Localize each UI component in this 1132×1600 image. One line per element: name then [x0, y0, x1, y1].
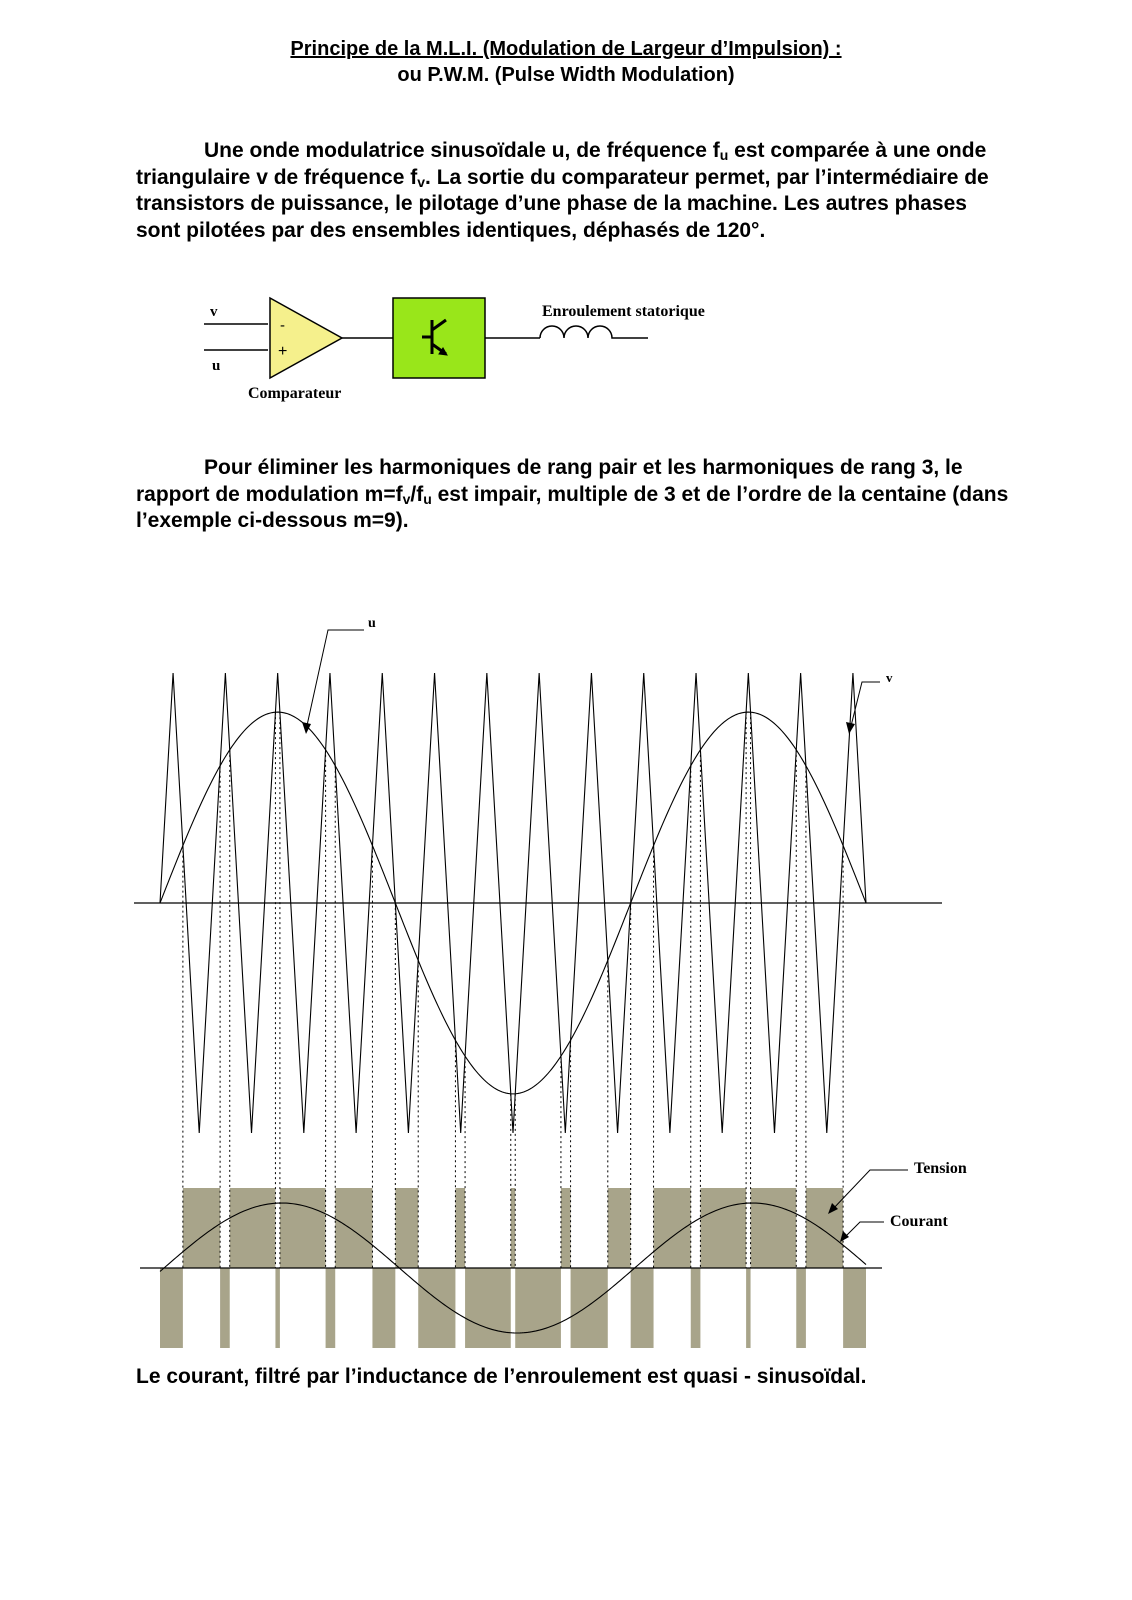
title-line-2: ou P.W.M. (Pulse Width Modulation): [397, 64, 735, 86]
label-tension: Tension: [914, 1160, 967, 1177]
comparator-minus: -: [280, 317, 285, 334]
comparator-plus: +: [278, 343, 288, 360]
pwm-pulse-positive: [280, 1188, 326, 1268]
label-courant: Courant: [890, 1213, 948, 1230]
pwm-pulse-positive: [395, 1188, 418, 1268]
pwm-pulse-positive: [751, 1188, 797, 1268]
pwm-pulse-positive: [511, 1188, 515, 1268]
transistor-block: [393, 298, 485, 378]
pwm-pulse-negative: [571, 1268, 608, 1348]
pwm-pulse-positive: [608, 1188, 631, 1268]
title-line-1: Principe de la M.L.I. (Modulation de Largeur d’Impulsion) :: [290, 38, 842, 60]
pwm-pulse-negative: [691, 1268, 701, 1348]
harmonics-paragraph: [136, 455, 1016, 535]
pwm-pulse-positive: [230, 1188, 276, 1268]
block-diagram: [204, 298, 705, 402]
input-v-label: v: [210, 304, 218, 320]
pwm-pulse-negative: [220, 1268, 230, 1348]
arrow-u-head: [302, 722, 311, 734]
projection-lines: [183, 712, 843, 1268]
pwm-pulse-negative: [160, 1268, 183, 1348]
para2-text-3: est impair, multiple de 3 et de l’ordre de la centaine (dans l’exemple ci-dessous m=9).: [136, 482, 1009, 532]
comparator-triangle: [270, 298, 342, 378]
pwm-waveform: [134, 616, 967, 1348]
pwm-pulse-negative: [515, 1268, 561, 1348]
pwm-pulse-positive: [806, 1188, 843, 1268]
comparator-label: Comparateur: [248, 385, 342, 402]
pwm-pulse-negative: [326, 1268, 336, 1348]
para1-sub-1: u: [719, 147, 729, 163]
arrow-v-head: [846, 722, 855, 734]
para2-sub-1: v: [402, 490, 411, 507]
conclusion-text: Le courant, filtré par l’inductance de l’enroulement est quasi - sinusoïdal.: [136, 1365, 867, 1388]
label-v: v: [886, 670, 893, 685]
para2-text-1: Pour éliminer les harmoniques de rang pair et les harmoniques de rang 3, le rapport de modulation m=f: [136, 456, 963, 506]
para1-text-3: . La sortie du comparateur permet, par l’intermédiaire de transistors de puissance, le pilotage d’une phase de la machine. Les autres phases sont pilotées par des ensembles identiques, déphasés de 120°.: [136, 165, 989, 242]
input-u-label: u: [212, 358, 221, 374]
pwm-pulse-negative: [746, 1268, 750, 1348]
pwm-pulse-negative: [372, 1268, 395, 1348]
para1-text-1: Une onde modulatrice sinusoïdale u, de fréquence f: [204, 139, 720, 162]
label-u: u: [368, 616, 376, 631]
pwm-pulse-positive: [455, 1188, 465, 1268]
winding-label: Enroulement statorique: [542, 303, 705, 320]
pwm-pulse-positive: [561, 1188, 571, 1268]
winding-coil: [540, 326, 648, 338]
pwm-pulse-negative: [275, 1268, 279, 1348]
pwm-pulse-positive: [700, 1188, 746, 1268]
arrow-u: [306, 630, 364, 730]
pwm-pulse-negative: [465, 1268, 511, 1348]
pwm-pulse-positive: [335, 1188, 372, 1268]
para1-text-2: est comparée à une onde triangulaire v de fréquence f: [136, 139, 987, 189]
para1-sub-2: v: [417, 173, 426, 190]
para2-text-2: /f: [410, 482, 424, 506]
para2-sub-2: u: [423, 490, 432, 507]
pwm-pulse-negative: [843, 1268, 866, 1348]
arrow-courant: [844, 1222, 884, 1238]
pwm-pulse-negative: [631, 1268, 654, 1348]
pwm-pulse-negative: [796, 1268, 806, 1348]
